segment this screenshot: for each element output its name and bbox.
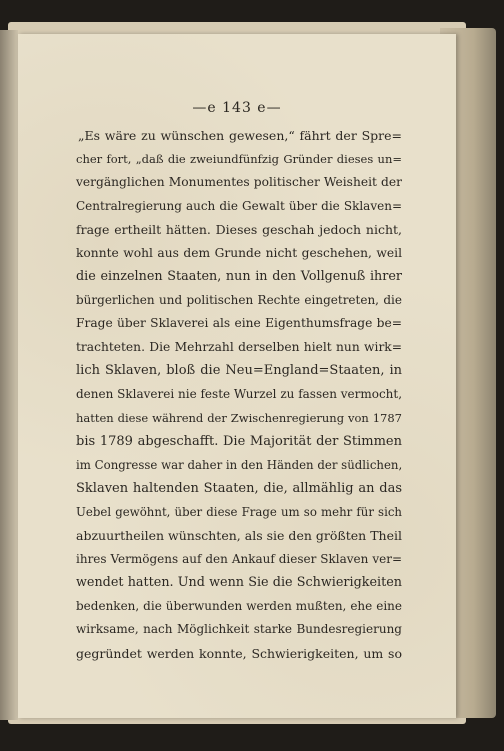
body-text — [76, 124, 402, 666]
text-line: bedenken, die überwunden werden mußten, ehe eine — [76, 598, 402, 613]
text-line: Uebel gewöhnt, über diese Frage um so mehr für sich — [76, 504, 402, 519]
text-line: Centralregierung auch die Gewalt über die Sklaven= — [76, 198, 402, 213]
text-line: wirksame, nach Möglichkeit starke Bundesregierung — [76, 622, 402, 637]
text-line: konnte wohl aus dem Grunde nicht geschehen, weil — [76, 245, 402, 260]
text-line: „Es wäre zu wünschen gewesen,“ fährt der Spre= — [78, 128, 402, 143]
text-line: lich Sklaven, bloß die Neu=England=Staaten, in — [76, 363, 402, 379]
text-line: ihres Vermögens auf den Ankauf dieser Sklaven ver= — [76, 551, 402, 566]
text-line: bürgerlichen und politischen Rechte eingetreten, die — [76, 292, 402, 307]
text-line: bis 1789 abgeschafft. Die Majorität der Stimmen — [76, 434, 402, 450]
text-line: gegründet werden konnte, Schwierigkeiten, um so — [76, 646, 402, 662]
book-page — [18, 34, 456, 718]
text-line: die einzelnen Staaten, nun in den Vollgenuß ihrer — [76, 269, 402, 285]
text-line: wendet hatten. Und wenn Sie die Schwierigkeiten — [76, 575, 402, 591]
text-line: Frage über Sklaverei als eine Eigenthumsfrage be= — [76, 316, 402, 331]
text-line: denen Sklaverei nie feste Wurzel zu fassen vermocht, — [76, 387, 403, 402]
text-line: vergänglichen Monumentes politischer Weisheit der — [76, 175, 402, 190]
text-line: im Congresse war daher in den Händen der südlichen, — [76, 457, 403, 472]
text-line: frage ertheilt hätten. Dieses geschah jedoch nicht, — [76, 222, 402, 238]
text-line: trachteten. Die Mehrzahl derselben hielt nun wirk= — [76, 339, 402, 354]
text-line: abzuurtheilen wünschten, als sie den größten Theil — [76, 528, 402, 544]
page-number: —e 143 e— — [192, 100, 282, 116]
text-line: hatten diese während der Zwischenregierung von 1787 — [76, 410, 402, 425]
binding-edge — [0, 30, 18, 720]
text-line: Sklaven haltenden Staaten, die, allmählig an das — [76, 481, 402, 497]
text-line: cher fort, „daß die zweiundfünfzig Gründer dieses un= — [76, 151, 402, 166]
